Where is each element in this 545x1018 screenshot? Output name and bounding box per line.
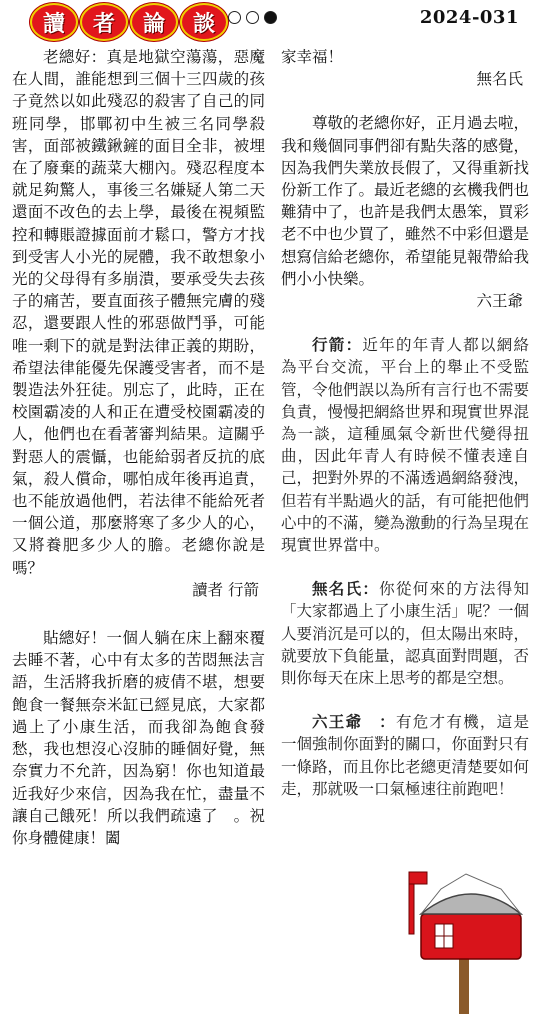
column-header bbox=[0, 0, 545, 40]
reply-1-text: 近年的年青人都以網絡為平台交流，平台上的舉止不受監管，令他們誤以為所有言行也不需要負責，慢慢把網絡世界和現實世界混為一談，這種風氣令新世代變得扭曲，因此年青人有時候不懂表達自己，把對外界的不滿透過網絡發洩，但若有半點過火的話，有可能把他們心中的不滿，變為激動的行為呈現在現實世界當中。 bbox=[281, 336, 530, 555]
editor-reply-1 bbox=[281, 334, 529, 556]
title-badge-4: 談 bbox=[180, 3, 228, 41]
circle-filled-icon bbox=[264, 11, 277, 24]
left-column bbox=[12, 46, 265, 849]
reader-letter-2-end: 家幸福！ bbox=[281, 48, 344, 66]
title-badge-1: 讀 bbox=[30, 3, 78, 41]
title-badge-3: 論 bbox=[130, 3, 178, 41]
reply-3-text: 有危才有機，這是一個強制你面對的關口，你面對只有一條路，而且你比老總更清楚要如何走，那就吸一口氣極速往前跑吧！ bbox=[281, 713, 530, 798]
mailbox-illustration bbox=[391, 854, 541, 1014]
reader-letter-1: 老總好：真是地獄空蕩蕩，惡魔在人間，誰能想到三個十三四歲的孩子竟然以如此殘忍的殺害了自己的同班同學，邯鄲初中生被三名同學殺害，面部被鐵鍬鏟的面目全非，被埋在了廢棄的蔬菜大棚內。殘忍程度本就足夠驚人，事後三名嫌疑人第二天還面不改色的去上學，最後在視頻監控和轉賬證據面前才鬆口，警方才找到受害人小光的屍體，我不敢想象小光的父母得有多崩潰，要承受失去孩子的痛苦，要直面孩子體無完膚的殘忍，還要跟人性的邪惡做鬥爭，可能唯一剩下的就是對法律正義的期盼，希望法律能優先保護受害者，而不是製造法外狂徒。別忘了，此時，正在校園霸凌的人和正在遭受校園霸凌的人，他們也在看著審判結果。這關乎對惡人的震懾，也能給弱者反抗的底氣，殺人償命，哪怕成年後再追責，也不能放過他們，若法律不能給死者一個公道，那麼將寒了多少人的心，又將養肥多少人的膽。老總你說是嗎？ bbox=[12, 48, 265, 577]
column-title bbox=[30, 3, 228, 41]
decorative-dots bbox=[228, 11, 277, 24]
reader-letter-3: 尊敬的老總你好，正月過去啦，我和幾個同事們卻有點失落的感覺，因為我們失業放長假了，又得重新找份新工作了。最近老總的玄機我們也難猜中了，也許是我們太愚笨，買彩老不中也少買了，雖然不中彩但還是想寫信給老總你，希望能見報帶給我們小小快樂。 bbox=[281, 114, 530, 288]
reply-3-label: 六王爺 ： bbox=[312, 713, 396, 732]
right-column bbox=[281, 46, 529, 800]
editor-reply-3 bbox=[281, 711, 529, 800]
letter-1-signature: 讀者 行箭 bbox=[192, 580, 259, 599]
reader-letter-2: 貼總好！一個人躺在床上翻來覆去睡不著，心中有太多的苦悶無法言語，生活將我折磨的疲倩不堪，想要飽食一餐無奈米缸已經見底，大家都過上了小康生活，而我卻為飽食發愁，我也想沒心沒肺的睡個好覺，無奈實力不允許，因為窮！你也知道最近我好少來信，因為我在忙，盡量不讓自己餓死！所以我們疏遠了 。祝你身體健康！闔 bbox=[12, 629, 265, 847]
title-badge-2: 者 bbox=[80, 3, 128, 41]
circle-outline-icon bbox=[228, 11, 241, 24]
reply-2-text: 你從何來的方法得知「大家都過上了小康生活」呢？一個人要消沉是可以的，但太陽出來時，就要放下負能量，認真面對問題，否則你每天在床上思考的都是空想。 bbox=[281, 580, 530, 688]
letter-2-signature: 無名氏 bbox=[476, 70, 523, 89]
reply-2-label: 無名氏： bbox=[312, 580, 380, 599]
editor-reply-2 bbox=[281, 578, 529, 689]
issue-number: 2024-031 bbox=[419, 7, 519, 28]
reply-1-label: 行箭： bbox=[312, 336, 363, 355]
letter-3-signature: 六王爺 bbox=[476, 292, 523, 311]
circle-outline-icon bbox=[246, 11, 259, 24]
